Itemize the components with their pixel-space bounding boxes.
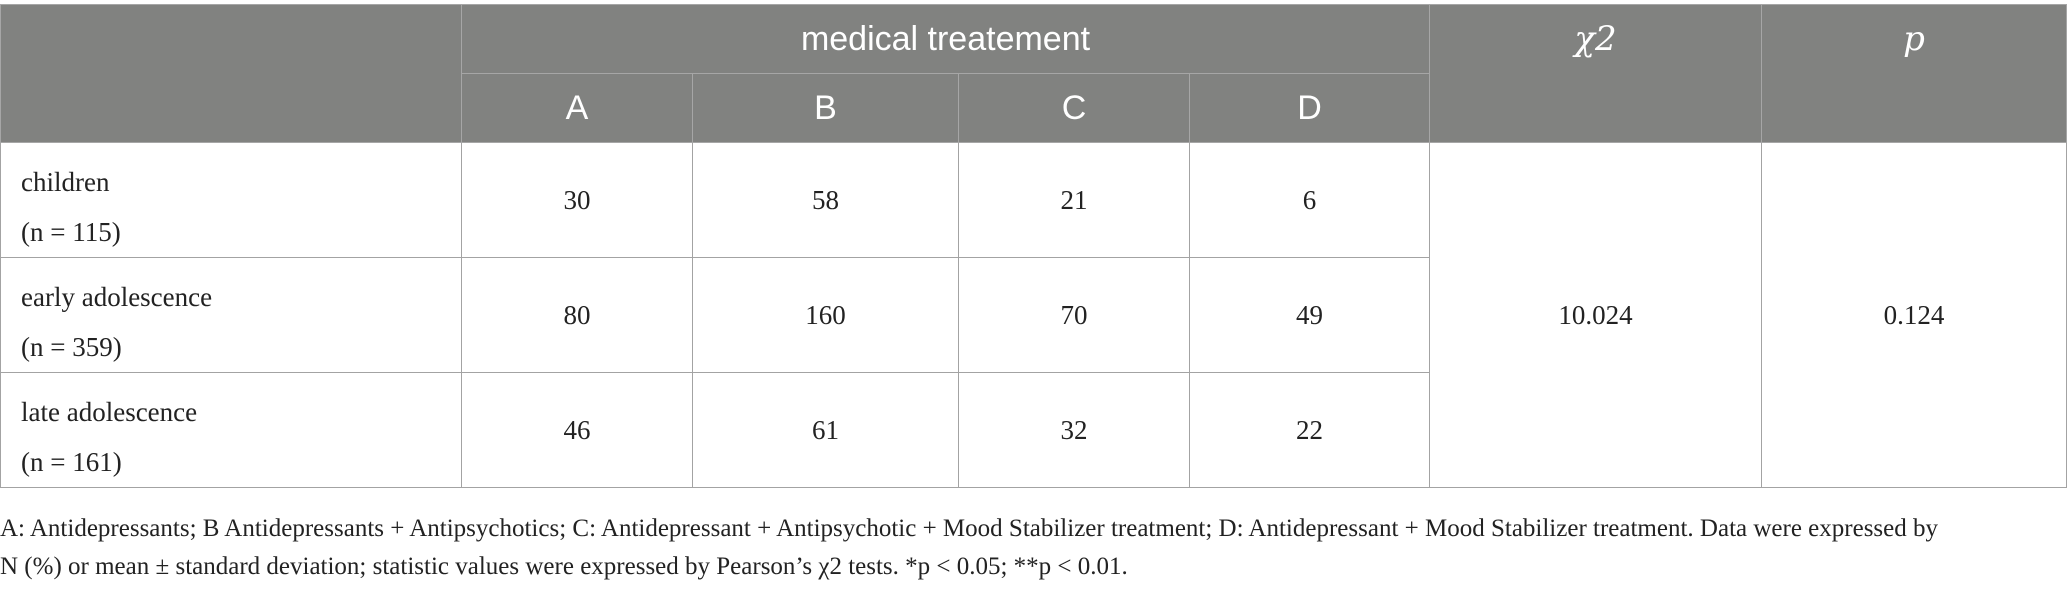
row-label [1, 143, 462, 258]
cell-value: 49 [1190, 258, 1430, 373]
p-value-header [1762, 5, 2067, 143]
header-row-1 [1, 5, 2067, 74]
table-row [1, 143, 2067, 258]
column-header-d: D [1190, 74, 1430, 143]
row-sample-size: (n = 115) [21, 217, 121, 247]
column-header-c: C [959, 74, 1190, 143]
table-footnote [0, 510, 2067, 586]
row-sample-size: (n = 359) [21, 332, 122, 362]
p-value-label: p [1903, 19, 1925, 59]
header-blank-cell [1, 5, 462, 143]
cell-value: 46 [462, 373, 693, 488]
row-sample-size: (n = 161) [21, 447, 122, 477]
cell-value: 21 [959, 143, 1190, 258]
cell-value: 30 [462, 143, 693, 258]
footnote-line-2: N (%) or mean ± standard deviation; statistic values were expressed by Pearson’s χ2 tests. *p < 0.05; **p < 0.01. [0, 553, 1128, 580]
cell-value: 32 [959, 373, 1190, 488]
cell-value: 160 [693, 258, 959, 373]
results-table [0, 4, 2067, 488]
cell-value: 22 [1190, 373, 1430, 488]
cell-value: 70 [959, 258, 1190, 373]
row-name: late adolescence [21, 397, 198, 427]
chi-square-value: 10.024 [1430, 143, 1762, 488]
row-name: children [21, 167, 110, 197]
row-label [1, 258, 462, 373]
row-name: early adolescence [21, 282, 213, 312]
cell-value: 61 [693, 373, 959, 488]
p-value: 0.124 [1762, 143, 2067, 488]
cell-value: 80 [462, 258, 693, 373]
footnote-line-1: A: Antidepressants; B Antidepressants + Antipsychotics; C: Antidepressant + Antipsychotic + Mood Stabilizer treatment; D: Antidepressant + Mood Stabilizer treatment. Data were expressed by [0, 515, 1939, 542]
chi-square-label: χ2 [1574, 19, 1617, 59]
cell-value: 6 [1190, 143, 1430, 258]
column-header-b: B [693, 74, 959, 143]
cell-value: 58 [693, 143, 959, 258]
chi-square-header [1430, 5, 1762, 143]
treatment-group-header: medical treatement [462, 5, 1430, 74]
column-header-a: A [462, 74, 693, 143]
row-label [1, 373, 462, 488]
